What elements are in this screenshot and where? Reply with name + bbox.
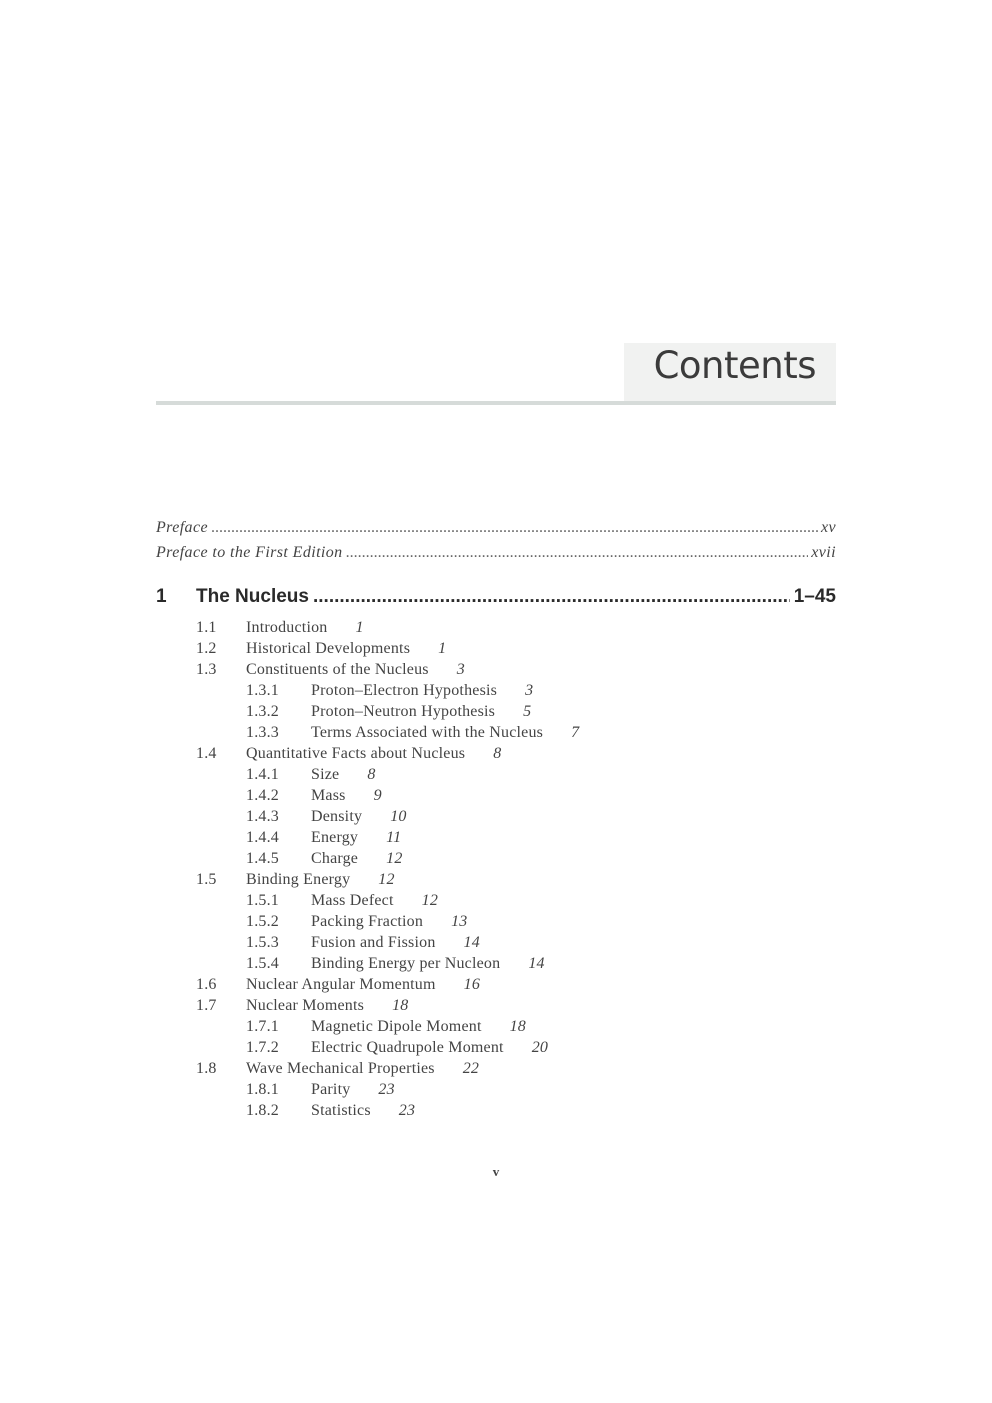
toc-entry[interactable] [0, 827, 992, 848]
section-number: 1.5.3 [246, 934, 279, 951]
section-number: 1.3.3 [246, 724, 279, 741]
toc-entry[interactable] [0, 617, 992, 638]
section-page: 3 [525, 682, 534, 699]
section-number: 1.8 [196, 1060, 217, 1077]
toc-preface-first-edition[interactable] [156, 544, 836, 566]
toc-entry[interactable] [0, 953, 992, 974]
section-number: 1.4.2 [246, 787, 279, 804]
chapter-title: The Nucleus [196, 586, 309, 607]
section-page: 8 [367, 766, 376, 783]
toc-entry[interactable] [0, 701, 992, 722]
section-page: 10 [390, 808, 407, 825]
toc-entry[interactable] [0, 638, 992, 659]
section-page: 18 [392, 997, 409, 1014]
section-title: Proton–Electron Hypothesis [311, 682, 498, 699]
section-number: 1.3.2 [246, 703, 279, 720]
toc-entry[interactable] [0, 743, 992, 764]
section-page: 13 [451, 913, 468, 930]
section-title: Mass Defect [311, 892, 394, 909]
section-number: 1.6 [196, 976, 217, 993]
section-title: Quantitative Facts about Nucleus [246, 745, 466, 762]
section-number: 1.7.1 [246, 1018, 279, 1035]
section-title: Energy [311, 829, 359, 846]
section-number: 1.4 [196, 745, 217, 762]
section-page: 22 [462, 1060, 480, 1077]
preface-title: Preface [156, 519, 208, 536]
section-page: 1 [355, 619, 364, 636]
section-number: 1.5 [196, 871, 217, 888]
dot-leader [346, 544, 809, 562]
section-title: Magnetic Dipole Moment [311, 1018, 482, 1035]
section-title: Density [311, 808, 363, 825]
page-title: Contents [653, 344, 816, 387]
toc-entry[interactable] [0, 806, 992, 827]
toc-entry[interactable] [0, 890, 992, 911]
section-title: Binding Energy [246, 871, 351, 888]
section-number: 1.4.5 [246, 850, 279, 867]
section-title: Electric Quadrupole Moment [311, 1039, 504, 1056]
section-title: Constituents of the Nucleus [246, 661, 429, 678]
preface-first-edition-page: xvii [811, 544, 836, 561]
dot-leader [211, 519, 818, 537]
section-number: 1.4.1 [246, 766, 279, 783]
section-number: 1.4.3 [246, 808, 279, 825]
toc-entry[interactable] [0, 1100, 992, 1121]
section-title: Statistics [311, 1102, 371, 1119]
section-page: 11 [386, 829, 402, 846]
section-page: 23 [398, 1102, 416, 1119]
section-number: 1.5.1 [246, 892, 279, 909]
chapter-number: 1 [156, 586, 167, 607]
section-number: 1.8.1 [246, 1081, 279, 1098]
section-title: Wave Mechanical Properties [246, 1060, 435, 1077]
toc-entry[interactable] [0, 764, 992, 785]
toc-entry[interactable] [0, 659, 992, 680]
section-page: 12 [421, 892, 439, 909]
contents-heading-box [624, 343, 836, 401]
preface-first-edition-title: Preface to the First Edition [156, 544, 343, 561]
section-title: Packing Fraction [311, 913, 424, 930]
section-title: Introduction [246, 619, 328, 636]
section-page: 8 [493, 745, 502, 762]
section-number: 1.7 [196, 997, 217, 1014]
section-page: 5 [523, 703, 532, 720]
section-number: 1.4.4 [246, 829, 279, 846]
section-number: 1.5.2 [246, 913, 279, 930]
toc-entry[interactable] [0, 911, 992, 932]
toc-entry[interactable] [0, 1079, 992, 1100]
section-page: 14 [463, 934, 480, 951]
section-page: 12 [378, 871, 395, 888]
section-number: 1.1 [196, 619, 217, 636]
toc-preface[interactable] [156, 519, 836, 541]
section-page: 7 [571, 724, 580, 741]
section-page: 9 [373, 787, 382, 804]
section-title: Fusion and Fission [311, 934, 436, 951]
toc-entry[interactable] [0, 932, 992, 953]
toc-entry[interactable] [0, 680, 992, 701]
toc-entry[interactable] [0, 869, 992, 890]
section-title: Mass [311, 787, 346, 804]
section-page: 1 [438, 640, 447, 657]
toc-section-list [0, 617, 992, 1121]
toc-entry[interactable] [0, 1016, 992, 1037]
section-number: 1.8.2 [246, 1102, 279, 1119]
section-title: Parity [311, 1081, 351, 1098]
section-title: Proton–Neutron Hypothesis [311, 703, 496, 720]
section-page: 18 [509, 1018, 526, 1035]
section-page: 12 [386, 850, 403, 867]
section-page: 16 [463, 976, 481, 993]
heading-rule [156, 401, 836, 405]
toc-entry[interactable] [0, 722, 992, 743]
dot-leader [313, 586, 790, 608]
section-number: 1.2 [196, 640, 217, 657]
toc-entry[interactable] [0, 995, 992, 1016]
section-page: 3 [456, 661, 465, 678]
preface-page: xv [820, 519, 836, 536]
toc-entry[interactable] [0, 974, 992, 995]
section-number: 1.7.2 [246, 1039, 279, 1056]
section-number: 1.3.1 [246, 682, 279, 699]
section-title: Charge [311, 850, 359, 867]
page-number: v [492, 1164, 500, 1179]
section-page: 23 [378, 1081, 395, 1098]
section-page: 14 [528, 955, 545, 972]
section-title: Terms Associated with the Nucleus [311, 724, 544, 741]
section-number: 1.5.4 [246, 955, 279, 972]
section-number: 1.3 [196, 661, 217, 678]
section-title: Size [311, 766, 340, 783]
chapter-pages: 1–45 [793, 586, 836, 607]
toc-entry[interactable] [0, 1058, 992, 1079]
section-title: Nuclear Angular Momentum [246, 976, 436, 993]
toc-entry[interactable] [0, 848, 992, 869]
section-title: Binding Energy per Nucleon [311, 955, 501, 972]
section-title: Historical Developments [246, 640, 411, 657]
toc-entry[interactable] [0, 785, 992, 806]
section-title: Nuclear Moments [246, 997, 365, 1014]
toc-chapter-1[interactable] [156, 586, 836, 612]
section-page: 20 [531, 1039, 549, 1056]
toc-entry[interactable] [0, 1037, 992, 1058]
